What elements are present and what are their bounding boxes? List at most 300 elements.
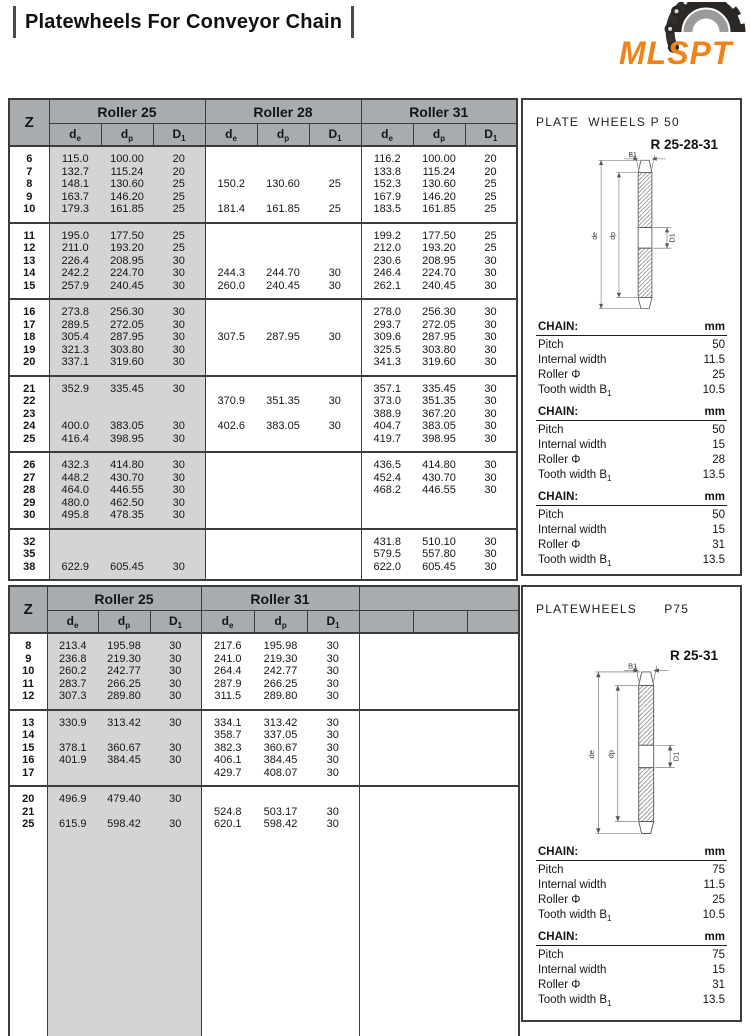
dimension-value: [257, 255, 309, 268]
dimension-column-header: [359, 611, 413, 634]
empty-cell: [359, 754, 519, 767]
dimension-value: 246.4: [373, 267, 402, 279]
dimension-value: [257, 299, 309, 319]
dimension-value: 260.0: [217, 279, 246, 292]
dimension-value: 161.85: [266, 203, 300, 215]
dimension-value: 30: [307, 742, 359, 755]
dimension-value: [205, 319, 257, 332]
dimension-value: 30: [484, 279, 497, 292]
chain-spec-block: [536, 931, 727, 1008]
spec-label: Internal width: [538, 879, 607, 891]
dimension-value: 313.42: [263, 716, 298, 729]
dimension-value: [309, 561, 361, 581]
dimension-value: 30: [153, 472, 205, 485]
empty-cell: [359, 742, 519, 755]
z-value: 10: [9, 203, 49, 223]
chain-spec-row: [536, 976, 727, 991]
dimension-value: 177.50: [422, 229, 456, 242]
dimension-column-header: $d_p$: [257, 124, 309, 147]
dimension-value: [49, 548, 101, 561]
dimension-value: [257, 146, 309, 166]
dimension-value: [47, 767, 98, 787]
subheader-row: [9, 611, 519, 634]
z-value: 26: [9, 452, 49, 472]
dimension-value: [309, 452, 361, 472]
row-group: [9, 633, 519, 710]
drawing-area: [523, 663, 740, 840]
dimension-value: [47, 806, 98, 819]
chain-spec-row: [536, 551, 727, 568]
z-value: 13: [9, 710, 47, 730]
dimension-value: [205, 408, 257, 421]
dimension-value: [309, 356, 361, 376]
dimension-value: 283.7: [47, 678, 98, 691]
dimension-value: [465, 497, 517, 510]
table-row: [9, 255, 517, 268]
dimension-value: 335.45: [422, 382, 456, 395]
dimension-value: [257, 408, 309, 421]
spec-label: Internal width: [538, 354, 607, 366]
dimension-value: 373.0: [373, 395, 402, 407]
dim-label-de: de: [586, 750, 596, 759]
dimension-value: 30: [153, 356, 205, 376]
dimension-value: [309, 255, 361, 268]
dimension-value: 242.77: [98, 665, 150, 678]
table-row: [9, 344, 517, 357]
dimension-value: 30: [150, 653, 201, 666]
chain-spec-row: [536, 991, 727, 1008]
platewheel-section-drawing: [557, 152, 707, 310]
dimension-value: 384.45: [98, 754, 150, 767]
dimension-value: [257, 433, 309, 453]
dimension-value: 30: [307, 806, 359, 819]
dimension-value: 352.9: [49, 376, 101, 396]
dimension-value: [49, 395, 101, 408]
dim-label-d1: D1: [669, 233, 677, 243]
spec-label: Roller Φ: [538, 539, 581, 551]
filler-cell: [201, 837, 359, 1036]
chain-spec-header: [536, 931, 727, 946]
dimension-value: [309, 509, 361, 529]
z-value: 16: [9, 299, 49, 319]
dim-label-b1: B1: [627, 663, 637, 671]
dimension-value: 130.60: [422, 178, 456, 190]
dimension-value: 289.80: [263, 690, 298, 702]
dimension-value: [205, 452, 257, 472]
chain-spec-list: [523, 846, 740, 1008]
dimension-value: 446.55: [101, 484, 153, 497]
dimension-value: 337.05: [263, 729, 298, 741]
dimension-value: [153, 548, 205, 561]
chain-spec-row: [536, 466, 727, 483]
dimension-value: [150, 729, 201, 742]
dimension-value: 30: [484, 318, 497, 331]
dimension-value: 146.20: [422, 190, 456, 203]
dimension-value: [205, 376, 257, 396]
table-row: [9, 509, 517, 529]
dimension-value: 25: [484, 229, 497, 242]
dimension-value: 219.30: [263, 652, 298, 665]
dimension-value: 25: [484, 190, 497, 203]
dimension-value: [205, 146, 257, 166]
dimension-value: 240.45: [101, 280, 153, 300]
dimension-value: 193.20: [101, 242, 153, 255]
z-value: 19: [9, 344, 49, 357]
table-row: [9, 548, 517, 561]
unit-label: mm: [704, 846, 725, 858]
z-value: 21: [9, 806, 47, 819]
dimension-value: 321.3: [49, 344, 101, 357]
table-row: [9, 729, 519, 742]
dimension-value: 319.60: [422, 356, 456, 368]
dimension-value: [309, 376, 361, 396]
dimension-value: [309, 242, 361, 255]
dimension-value: 163.7: [49, 191, 101, 204]
company-logo: [618, 2, 748, 68]
table-row: [9, 653, 519, 666]
dimension-value: [47, 729, 98, 742]
dimension-value: 30: [484, 356, 497, 368]
dimension-value: 146.20: [101, 191, 153, 204]
table-row: [9, 484, 517, 497]
dimension-column-header: $D_1$: [465, 124, 517, 147]
dimension-value: [205, 344, 257, 357]
dimension-value: 503.17: [263, 805, 298, 818]
empty-cell: [359, 665, 519, 678]
spec-value: 75: [712, 949, 725, 961]
spec-label: Internal width: [538, 524, 607, 536]
dimension-value: 260.2: [47, 665, 98, 678]
dimension-value: 598.42: [263, 818, 298, 830]
header-row: [9, 586, 519, 611]
platewheel-table-p50: [8, 98, 518, 581]
chain-spec-header: [536, 321, 727, 336]
z-value: 28: [9, 484, 49, 497]
dimension-value: [205, 548, 257, 561]
dimension-value: 307.3: [47, 690, 98, 710]
spec-label: Tooth width $B_1$: [538, 994, 612, 1008]
dimension-value: 115.24: [422, 165, 456, 178]
dimension-value: 30: [484, 254, 497, 267]
dimension-value: 419.7: [373, 432, 402, 445]
dimension-value: [254, 786, 307, 806]
z-value: 17: [9, 319, 49, 332]
dim-label-de: de: [591, 231, 599, 240]
dimension-value: [150, 767, 201, 787]
chain-spec-row: [536, 521, 727, 536]
dimension-value: 264.4: [213, 665, 242, 677]
dimension-value: 30: [150, 742, 201, 755]
table-row: [9, 786, 519, 806]
z-value: 7: [9, 166, 49, 179]
dimension-value: 30: [153, 344, 205, 357]
subheader-row: [9, 124, 517, 147]
table-row: [9, 408, 517, 421]
z-value: 22: [9, 395, 49, 408]
dimension-value: [150, 806, 201, 819]
chain-spec-block: [536, 321, 727, 398]
dimension-value: 30: [307, 690, 359, 710]
empty-cell: [359, 633, 519, 653]
dimension-column-header: $d_p$: [413, 124, 465, 147]
dimension-value: 30: [153, 452, 205, 472]
dimension-value: 262.1: [373, 279, 402, 292]
spec-label: Pitch: [538, 424, 564, 436]
dimension-value: 334.1: [213, 716, 242, 729]
chain-label: CHAIN:: [538, 846, 579, 858]
dimension-value: [309, 497, 361, 510]
spec-value: 10.5: [702, 384, 725, 396]
dimension-value: 436.5: [373, 459, 402, 471]
z-value: 25: [9, 818, 47, 837]
chain-spec-block: [536, 406, 727, 483]
dimension-value: [205, 472, 257, 485]
dimension-column-header: $D_1$: [307, 611, 359, 634]
dimension-value: 224.70: [422, 267, 456, 279]
table-header: [9, 586, 519, 633]
dimension-value: 305.4: [49, 331, 101, 344]
panel-model-code: R 25-31: [669, 648, 718, 663]
dimension-value: 383.05: [266, 420, 300, 432]
dimension-value: 307.5: [217, 331, 246, 343]
table-row: [9, 561, 517, 581]
dimension-value: 579.5: [373, 548, 402, 560]
chain-label: CHAIN:: [538, 491, 579, 503]
row-group: [9, 299, 517, 376]
dimension-value: 25: [484, 203, 497, 215]
dimension-value: 404.7: [373, 420, 402, 432]
chain-spec-row: [536, 351, 727, 366]
z-value: 21: [9, 376, 49, 396]
dimension-value: 293.7: [373, 318, 402, 331]
dimension-value: 236.8: [47, 653, 98, 666]
dimension-value: [361, 509, 413, 529]
dimension-value: 30: [309, 395, 361, 408]
spec-value: 13.5: [702, 469, 725, 481]
dimension-value: [257, 191, 309, 204]
chain-spec-row: [536, 451, 727, 466]
unit-label: mm: [704, 491, 725, 503]
dimension-value: 278.0: [373, 306, 402, 318]
chain-spec-row: [536, 506, 727, 521]
dimension-value: 30: [307, 678, 359, 691]
dimension-value: 195.98: [263, 640, 298, 652]
dimension-value: 30: [153, 433, 205, 453]
z-value: 35: [9, 548, 49, 561]
empty-cell: [359, 729, 519, 742]
dimension-value: 20: [153, 146, 205, 166]
z-value: 11: [9, 223, 49, 243]
spec-label: Roller Φ: [538, 369, 581, 381]
z-value: 29: [9, 497, 49, 510]
dimension-value: 115.0: [49, 146, 101, 166]
dimension-value: [49, 529, 101, 549]
dimension-value: 217.6: [213, 640, 242, 652]
z-value: 30: [9, 509, 49, 529]
dimension-value: [309, 344, 361, 357]
dimension-value: 213.4: [47, 633, 98, 653]
dimension-value: 30: [484, 395, 497, 407]
dimension-value: 446.55: [422, 484, 456, 496]
z-value: 14: [9, 267, 49, 280]
dimension-value: [153, 529, 205, 549]
dimension-value: [309, 146, 361, 166]
spec-value: 11.5: [703, 879, 725, 891]
dimension-value: 432.3: [49, 452, 101, 472]
dimension-value: 273.8: [49, 299, 101, 319]
header-row: [9, 99, 517, 124]
dimension-value: 226.4: [49, 255, 101, 268]
dimension-value: 30: [484, 420, 497, 432]
z-column-header: Z: [9, 586, 47, 633]
z-value: 27: [9, 472, 49, 485]
dimension-value: 360.67: [263, 741, 298, 754]
dimension-value: 30: [309, 331, 361, 344]
z-value: 16: [9, 754, 47, 767]
title-rule-left: [13, 6, 16, 38]
dimension-value: 448.2: [49, 472, 101, 485]
dimension-column-header: $D_1$: [309, 124, 361, 147]
dimension-lines: [595, 666, 674, 834]
dimension-value: 287.95: [101, 331, 153, 344]
spec-panel-p50: [521, 98, 742, 576]
dim-label-d1: D1: [670, 751, 680, 762]
dimension-value: 287.95: [422, 331, 456, 343]
spec-value: 13.5: [702, 994, 725, 1006]
dimension-value: 388.9: [373, 407, 402, 420]
dimension-value: 360.67: [98, 742, 150, 755]
dimension-value: 414.80: [101, 452, 153, 472]
z-column-header: Z: [9, 99, 49, 146]
dimension-value: 622.0: [373, 560, 402, 573]
dimension-value: 402.6: [217, 420, 246, 432]
dimension-value: [307, 786, 359, 806]
dimension-value: [257, 223, 309, 243]
dimension-value: 30: [484, 382, 497, 395]
dimension-value: 416.4: [49, 433, 101, 453]
z-value: 32: [9, 529, 49, 549]
dimension-value: 430.70: [101, 472, 153, 485]
spec-label: Tooth width $B_1$: [538, 909, 612, 923]
dimension-value: 468.2: [373, 484, 402, 496]
dimension-value: 161.85: [101, 203, 153, 223]
unit-label: mm: [704, 321, 725, 333]
dimension-value: 524.8: [213, 805, 242, 818]
dimension-column-header: [413, 611, 467, 634]
dimension-value: 30: [153, 420, 205, 433]
dimension-value: 30: [153, 280, 205, 300]
spec-value: 15: [712, 524, 725, 536]
spec-label: Tooth width $B_1$: [538, 469, 612, 483]
dimension-value: [101, 408, 153, 421]
chain-spec-row: [536, 436, 727, 451]
table-row: [9, 223, 517, 243]
spec-value: 50: [712, 509, 725, 521]
dimension-value: 367.20: [422, 407, 456, 420]
z-value: 6: [9, 146, 49, 166]
dimension-value: 398.95: [101, 433, 153, 453]
row-group: [9, 452, 517, 529]
dimension-value: 30: [484, 343, 497, 356]
dimension-value: 100.00: [422, 153, 456, 165]
dimension-value: 181.4: [217, 203, 246, 215]
dimension-value: 30: [153, 376, 205, 396]
spec-label: Tooth width $B_1$: [538, 384, 612, 398]
chain-spec-header: [536, 406, 727, 421]
z-value: 10: [9, 665, 47, 678]
z-value: 24: [9, 420, 49, 433]
dimension-column-header: $D_1$: [153, 124, 205, 147]
dimension-value: 272.05: [422, 318, 456, 331]
table-row: [9, 191, 517, 204]
dimension-value: 30: [484, 484, 497, 496]
dimension-value: 25: [153, 223, 205, 243]
z-value: 15: [9, 280, 49, 300]
dimension-value: 598.42: [98, 818, 150, 837]
dimension-value: [205, 166, 257, 179]
dimension-value: 25: [484, 178, 497, 190]
roller-group-header: Roller 25: [49, 99, 205, 124]
dimension-value: 383.05: [422, 420, 456, 432]
dimension-value: 406.1: [213, 754, 242, 766]
dimension-value: [205, 433, 257, 453]
spec-value: 75: [712, 864, 725, 876]
dimension-value: [361, 497, 413, 510]
dim-label-dp: dp: [609, 231, 617, 240]
dimension-value: 133.8: [373, 165, 402, 178]
dimension-value: 30: [309, 280, 361, 300]
dimension-value: [257, 484, 309, 497]
spec-value: 28: [712, 454, 725, 466]
table-row: [9, 690, 519, 710]
dimension-value: 20: [484, 153, 497, 165]
table-row: [9, 529, 517, 549]
row-group: [9, 146, 517, 223]
dimension-value: 495.8: [49, 509, 101, 529]
dimension-column-header: $d_p$: [254, 611, 307, 634]
table-row: [9, 299, 517, 319]
spec-value: 11.5: [703, 354, 725, 366]
dimension-value: 240.45: [266, 279, 300, 292]
dimension-value: 30: [150, 818, 201, 837]
table-row: [9, 678, 519, 691]
dimension-value: [205, 529, 257, 549]
dimension-value: 30: [307, 729, 359, 742]
dimension-value: 341.3: [373, 356, 402, 368]
dimension-value: [205, 255, 257, 268]
roller-group-header: Roller 31: [361, 99, 517, 124]
chain-spec-header: [536, 846, 727, 861]
dimension-value: 25: [153, 203, 205, 223]
unit-label: mm: [704, 406, 725, 418]
z-value: 12: [9, 690, 47, 710]
dimension-value: [257, 561, 309, 581]
dimension-value: 384.45: [263, 754, 298, 766]
dimension-value: [309, 484, 361, 497]
dimension-value: 25: [309, 203, 361, 223]
dimension-value: 289.5: [49, 319, 101, 332]
table-row: [9, 806, 519, 819]
dimension-value: 30: [150, 710, 201, 730]
dimension-value: 30: [153, 561, 205, 581]
filler-cell: [47, 837, 201, 1036]
filler-cell: [9, 837, 47, 1036]
dimension-column-header: $d_e$: [47, 611, 98, 634]
dimension-value: 224.70: [101, 267, 153, 280]
z-value: 14: [9, 729, 47, 742]
empty-cell: [359, 786, 519, 806]
dimension-value: [205, 223, 257, 243]
